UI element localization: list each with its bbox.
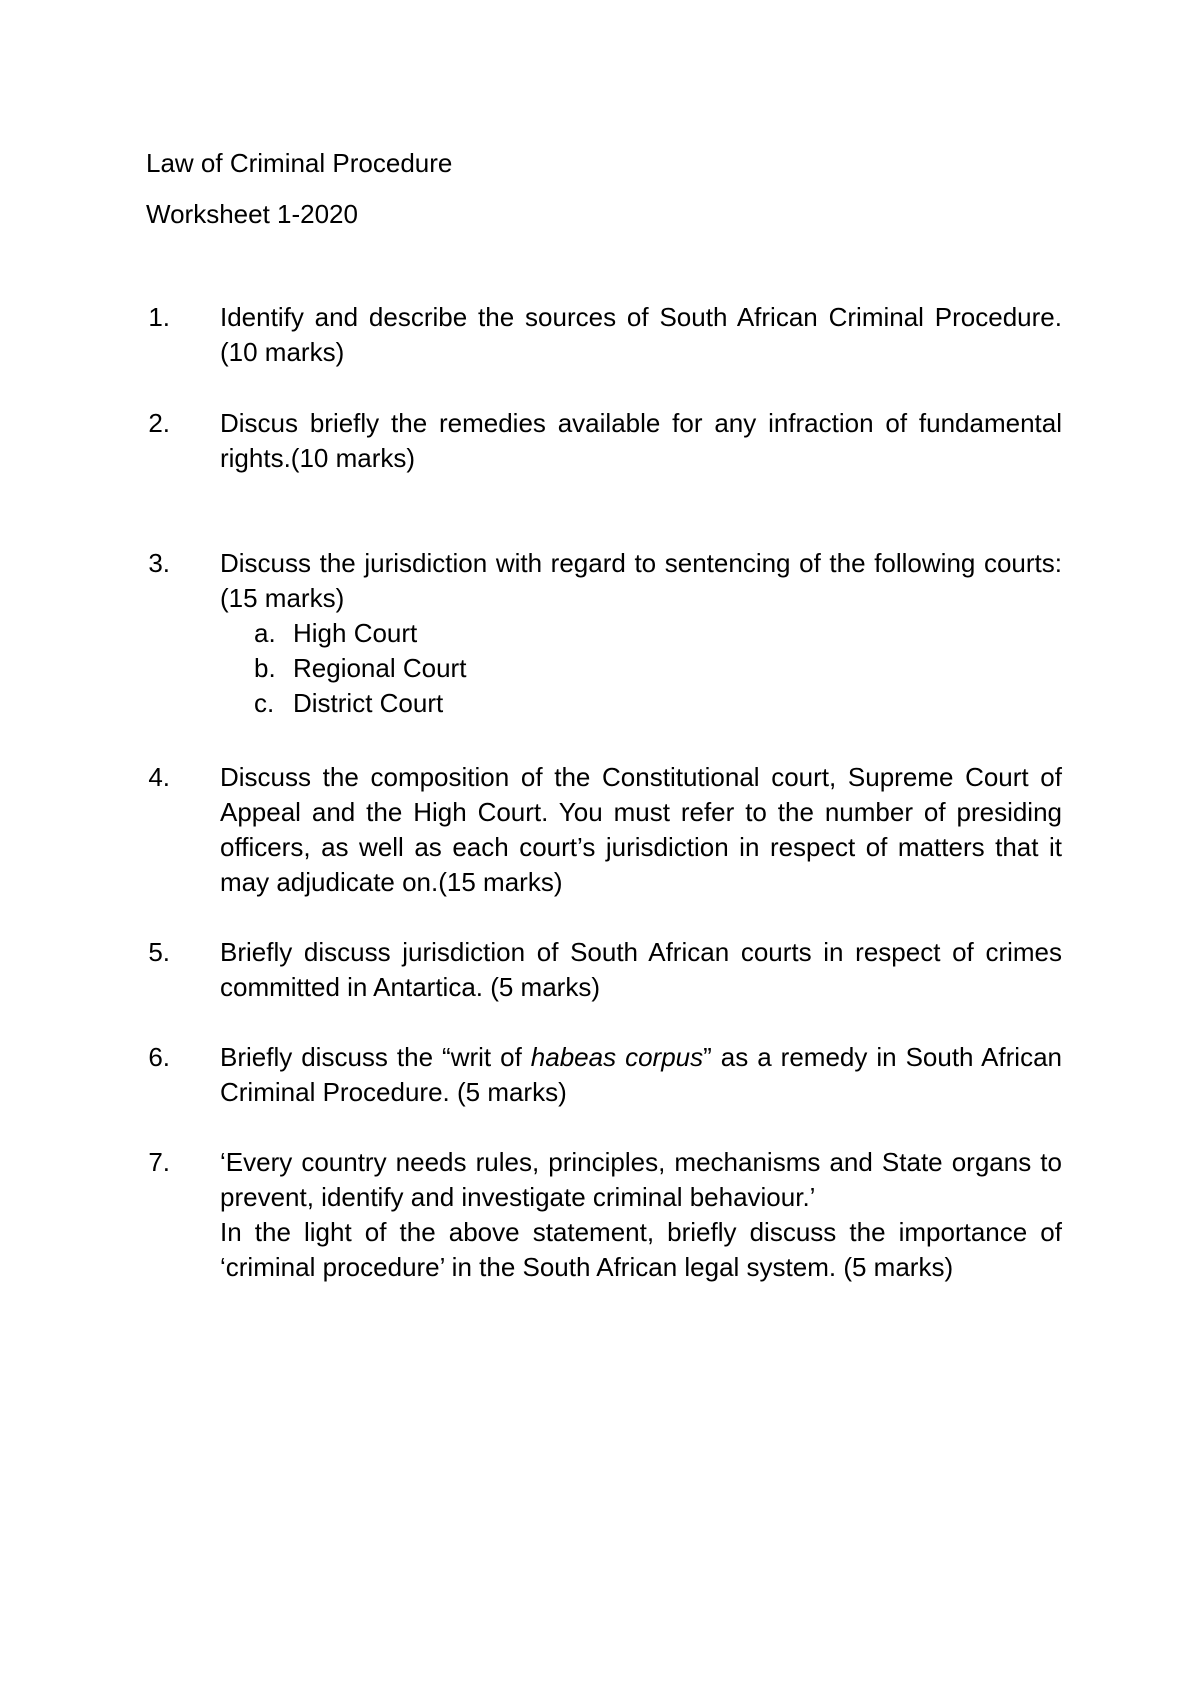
question-text: Identify and describe the sources of South African Criminal Procedure. (10 marks) bbox=[220, 302, 1062, 367]
question-number: 5. bbox=[148, 937, 170, 967]
question-number: 2. bbox=[148, 408, 170, 438]
question-number: 7. bbox=[148, 1147, 170, 1177]
list-item bbox=[220, 686, 1062, 721]
question-quote: ‘Every country needs rules, principles, mechanisms and State organs to prevent, identify and investigate criminal behaviour.’ bbox=[220, 1147, 1062, 1212]
list-item-text: High Court bbox=[293, 618, 418, 648]
question-number: 3. bbox=[148, 548, 170, 578]
question-5 bbox=[146, 935, 1062, 1005]
question-7 bbox=[146, 1145, 1062, 1285]
question-6 bbox=[146, 1040, 1062, 1110]
question-text: Discuss the composition of the Constitutional court, Supreme Court of Appeal and the High Court. You must refer to the number of presiding officers, as well as each court’s jurisdiction in respect of matters that it may adjudicate on.(15 marks) bbox=[220, 762, 1062, 897]
question-1 bbox=[146, 300, 1062, 370]
question-text: In the light of the above statement, briefly discuss the importance of ‘criminal procedure’ in the South African legal system. (5 marks) bbox=[220, 1217, 1062, 1282]
list-letter: b. bbox=[254, 653, 276, 683]
court-list bbox=[220, 616, 1062, 721]
question-3 bbox=[146, 546, 1062, 721]
question-text: Discus briefly the remedies available for any infraction of fundamental rights.(10 marks) bbox=[220, 408, 1062, 473]
list-item bbox=[220, 616, 1062, 651]
list-item bbox=[220, 651, 1062, 686]
list-item-text: District Court bbox=[293, 688, 444, 718]
question-2 bbox=[146, 406, 1062, 476]
question-number: 1. bbox=[148, 302, 170, 332]
question-4 bbox=[146, 760, 1062, 900]
list-item-text: Regional Court bbox=[293, 653, 467, 683]
question-text: Briefly discuss jurisdiction of South African courts in respect of crimes committed in Antartica. (5 marks) bbox=[220, 937, 1062, 1002]
habeas-corpus-term: habeas corpus bbox=[530, 1042, 704, 1072]
question-number: 6. bbox=[148, 1042, 170, 1072]
list-letter: a. bbox=[254, 618, 276, 648]
question-text: Briefly discuss the “writ of habeas corpus” as a remedy in South African Criminal Procedure. (5 marks) bbox=[220, 1042, 1062, 1107]
question-text: Discuss the jurisdiction with regard to sentencing of the following courts: (15 marks) bbox=[220, 548, 1062, 613]
worksheet-title: Worksheet 1-2020 bbox=[146, 199, 358, 229]
course-title: Law of Criminal Procedure bbox=[146, 148, 453, 178]
question-number: 4. bbox=[148, 762, 170, 792]
list-letter: c. bbox=[254, 688, 275, 718]
